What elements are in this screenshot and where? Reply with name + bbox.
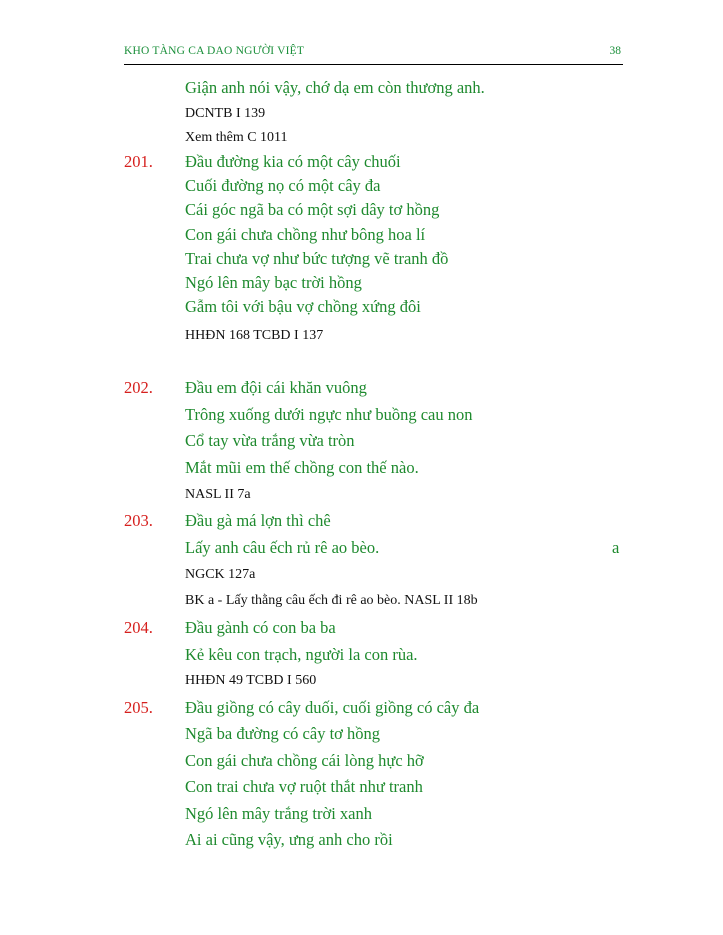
variant-note: BK a - Lấy thằng câu ếch đi rê ao bèo. NASL II 18b (185, 593, 478, 608)
book-title: KHO TÀNG CA DAO NGƯỜI VIỆT (124, 45, 305, 57)
verse-line: Đầu gà má lợn thì chê (185, 511, 331, 530)
verse-line: Trông xuống dưới ngực như buồng cau non (185, 405, 473, 424)
verse-line: Ngã ba đường có cây tơ hồng (185, 724, 381, 743)
entry-number: 202. (124, 378, 153, 397)
margin-variant-mark: a (612, 538, 620, 557)
verse-line: Trai chưa vợ như bức tượng vẽ tranh đồ (185, 249, 449, 268)
verse-line: Cuối đường nọ có một cây đa (185, 176, 381, 195)
source-citation: DCNTB I 139 (185, 106, 266, 121)
see-also-note: Xem thêm C 1011 (185, 130, 288, 145)
verse-line: Đầu em đội cái khăn vuông (185, 378, 367, 397)
verse-line: Con trai chưa vợ ruột thắt như tranh (185, 777, 423, 796)
verse-line: Kẻ kêu con trạch, người la con rùa. (185, 645, 418, 664)
source-citation: NGCK 127a (185, 567, 256, 582)
verse-line: Cổ tay vừa trắng vừa tròn (185, 431, 355, 450)
verse-line: Con gái chưa chồng cái lòng hực hỡ (185, 751, 424, 770)
entry-number: 205. (124, 698, 153, 717)
page-number: 38 (609, 45, 621, 57)
page-header (124, 44, 623, 65)
entry-number: 203. (124, 511, 153, 530)
entry-number: 201. (124, 152, 153, 171)
verse-line: Đầu giồng có cây duối, cuối giồng có cây đa (185, 698, 480, 717)
verse-line: Gẫm tôi với bậu vợ chồng xứng đôi (185, 297, 421, 316)
verse-line: Ngó lên mây bạc trời hồng (185, 273, 362, 292)
verse-line: Mắt mũi em thế chồng con thế nào. (185, 458, 419, 477)
source-citation: NASL II 7a (185, 487, 251, 502)
entry-number: 204. (124, 618, 153, 637)
verse-line: Đầu gành có con ba ba (185, 618, 336, 637)
verse-line: Cái góc ngã ba có một sợi dây tơ hồng (185, 200, 440, 219)
verse-line: Con gái chưa chồng như bông hoa lí (185, 225, 426, 244)
source-citation: HHĐN 49 TCBD I 560 (185, 673, 317, 688)
verse-line: Ai ai cũng vậy, ưng anh cho rồi (185, 830, 393, 849)
source-citation: HHĐN 168 TCBD I 137 (185, 328, 324, 343)
verse-line: Đầu đường kia có một cây chuối (185, 152, 401, 171)
verse-line: Ngó lên mây trắng trời xanh (185, 804, 372, 823)
verse-line: Lấy anh câu ếch rủ rê ao bèo. (185, 538, 380, 557)
verse-line: Giận anh nói vậy, chớ dạ em còn thương anh. (185, 78, 485, 97)
